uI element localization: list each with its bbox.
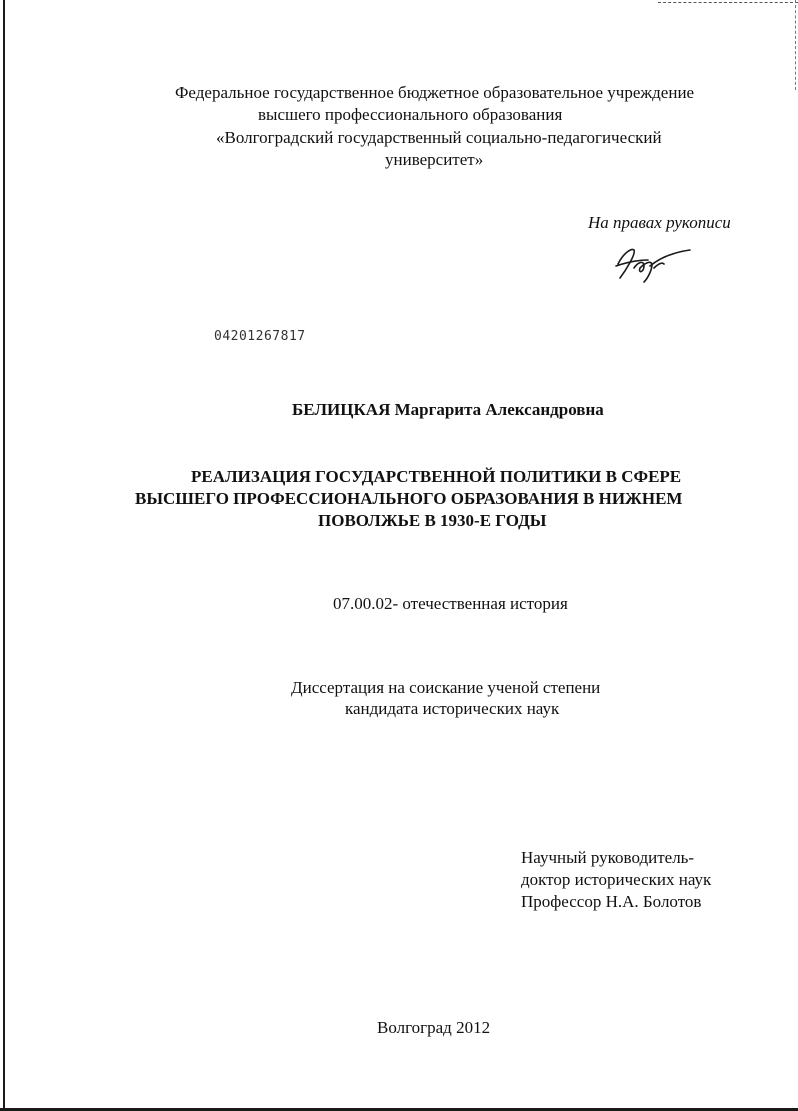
- author-name: [292, 399, 604, 421]
- supervisor-name: Профессор Н.А. Болотов: [521, 892, 702, 911]
- degree-line-2: кандидата исторических наук: [345, 699, 560, 718]
- author-surname: БЕЛИЦКАЯ: [292, 400, 391, 419]
- signature-icon: [614, 242, 694, 284]
- institution-line-3: «Волгоградский государственный социально-педагогический: [216, 128, 662, 147]
- title-line-2: ВЫСШЕГО ПРОФЕССИОНАЛЬНОГО ОБРАЗОВАНИЯ В НИЖНЕМ: [135, 489, 683, 508]
- title-line-3: ПОВОЛЖЬЕ В 1930-Е ГОДЫ: [318, 511, 547, 530]
- supervisor-role: Научный руководитель-: [521, 848, 695, 867]
- rights-note: На правах рукописи: [588, 213, 731, 232]
- place-year: Волгоград 2012: [377, 1018, 491, 1037]
- degree-line-1: Диссертация на соискание ученой степени: [291, 678, 601, 697]
- supervisor-degree: доктор исторических наук: [521, 870, 712, 889]
- institution-line-4: университет»: [385, 150, 484, 169]
- scan-border-top: [658, 2, 798, 4]
- archive-serial-number: 04201267817: [214, 329, 306, 344]
- scan-border-left: [3, 0, 5, 1111]
- institution-line-2: высшего профессионального образования: [258, 105, 563, 124]
- institution-line-1: Федеральное государственное бюджетное образовательное учреждение: [175, 83, 695, 102]
- specialty-code: 07.00.02- отечественная история: [333, 594, 568, 613]
- title-line-1: РЕАЛИЗАЦИЯ ГОСУДАРСТВЕННОЙ ПОЛИТИКИ В СФЕРЕ: [191, 467, 682, 486]
- author-given-names: Маргарита Александровна: [394, 400, 604, 419]
- scan-border-right: [795, 0, 797, 90]
